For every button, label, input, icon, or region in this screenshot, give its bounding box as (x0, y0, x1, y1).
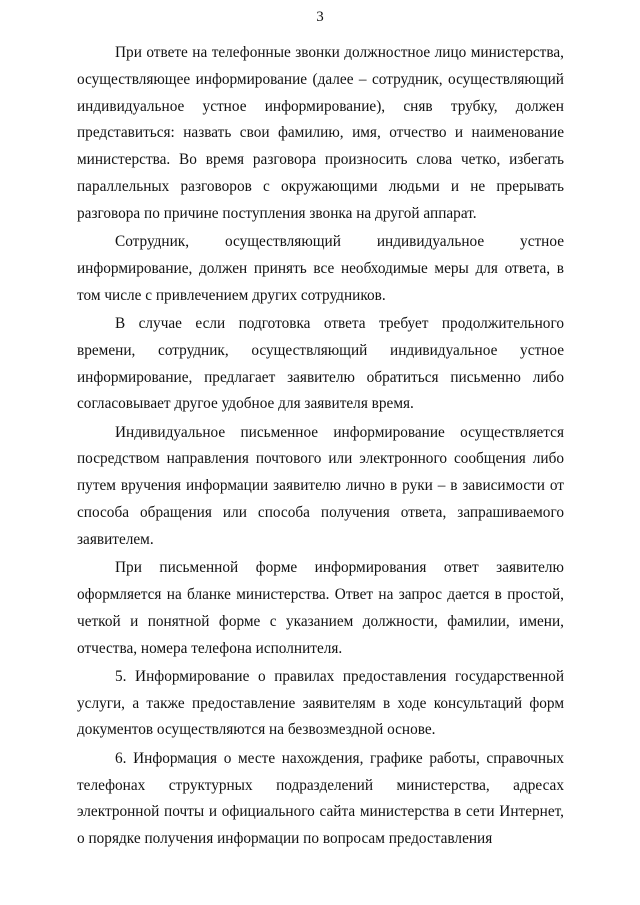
paragraph-written-form: При письменной форме информирования ответ заявителю оформляется на бланке министерства. Ответ на запрос дается в простой, четкой и понятной форме с указанием должности, фамилии, имени, отчества, номера телефона исполнителя. (77, 559, 564, 657)
paragraph-employee-measures: Сотрудник, осуществляющий индивидуальное устное информирование, должен принять все необходимые меры для ответа, в том числе с привлечением других сотрудников. (77, 233, 564, 304)
paragraph-item-6: 6. Информация о месте нахождения, графике работы, справочных телефонах структурных подразделений министерства, адресах электронной почты и официального сайта министерства в сети Интернет, о порядке получения информации по вопросам предоставления (77, 749, 564, 848)
paragraph-phone-inquiries: При ответе на телефонные звонки должностное лицо министерства, осуществляющее информирование (далее – сотрудник, осуществляющий индивидуальное устное информирование), сняв трубку, должен представиться: назвать свои фамилию, имя, отчество и наименование министерства. Во время разговора произносить слова четко, избегать параллельных разговоров с окружающими людьми и не прерывать разговора по причине поступления звонка на другой аппарат. (77, 44, 564, 222)
paragraph-written-informing: Индивидуальное письменное информирование осуществляется посредством направления почтового или электронного сообщения либо путем вручения информации заявителю лично в руки – в зависимости от способа обращения или способа получения ответа, запрашиваемого заявителем. (77, 423, 564, 548)
paragraph-item-5: 5. Информирование о правилах предоставления государственной услуги, а также предоставление заявителям в ходе консультаций форм документов осуществляются на безвозмездной основе. (77, 667, 564, 739)
paragraph-long-preparation: В случае если подготовка ответа требует продолжительного времени, сотрудник, осуществляющий индивидуальное устное информирование, предлагает заявителю обратиться письменно либо согласовывает другое удобное для заявителя время. (77, 314, 564, 413)
document-body (77, 40, 564, 853)
page-number: 3 (316, 9, 324, 25)
